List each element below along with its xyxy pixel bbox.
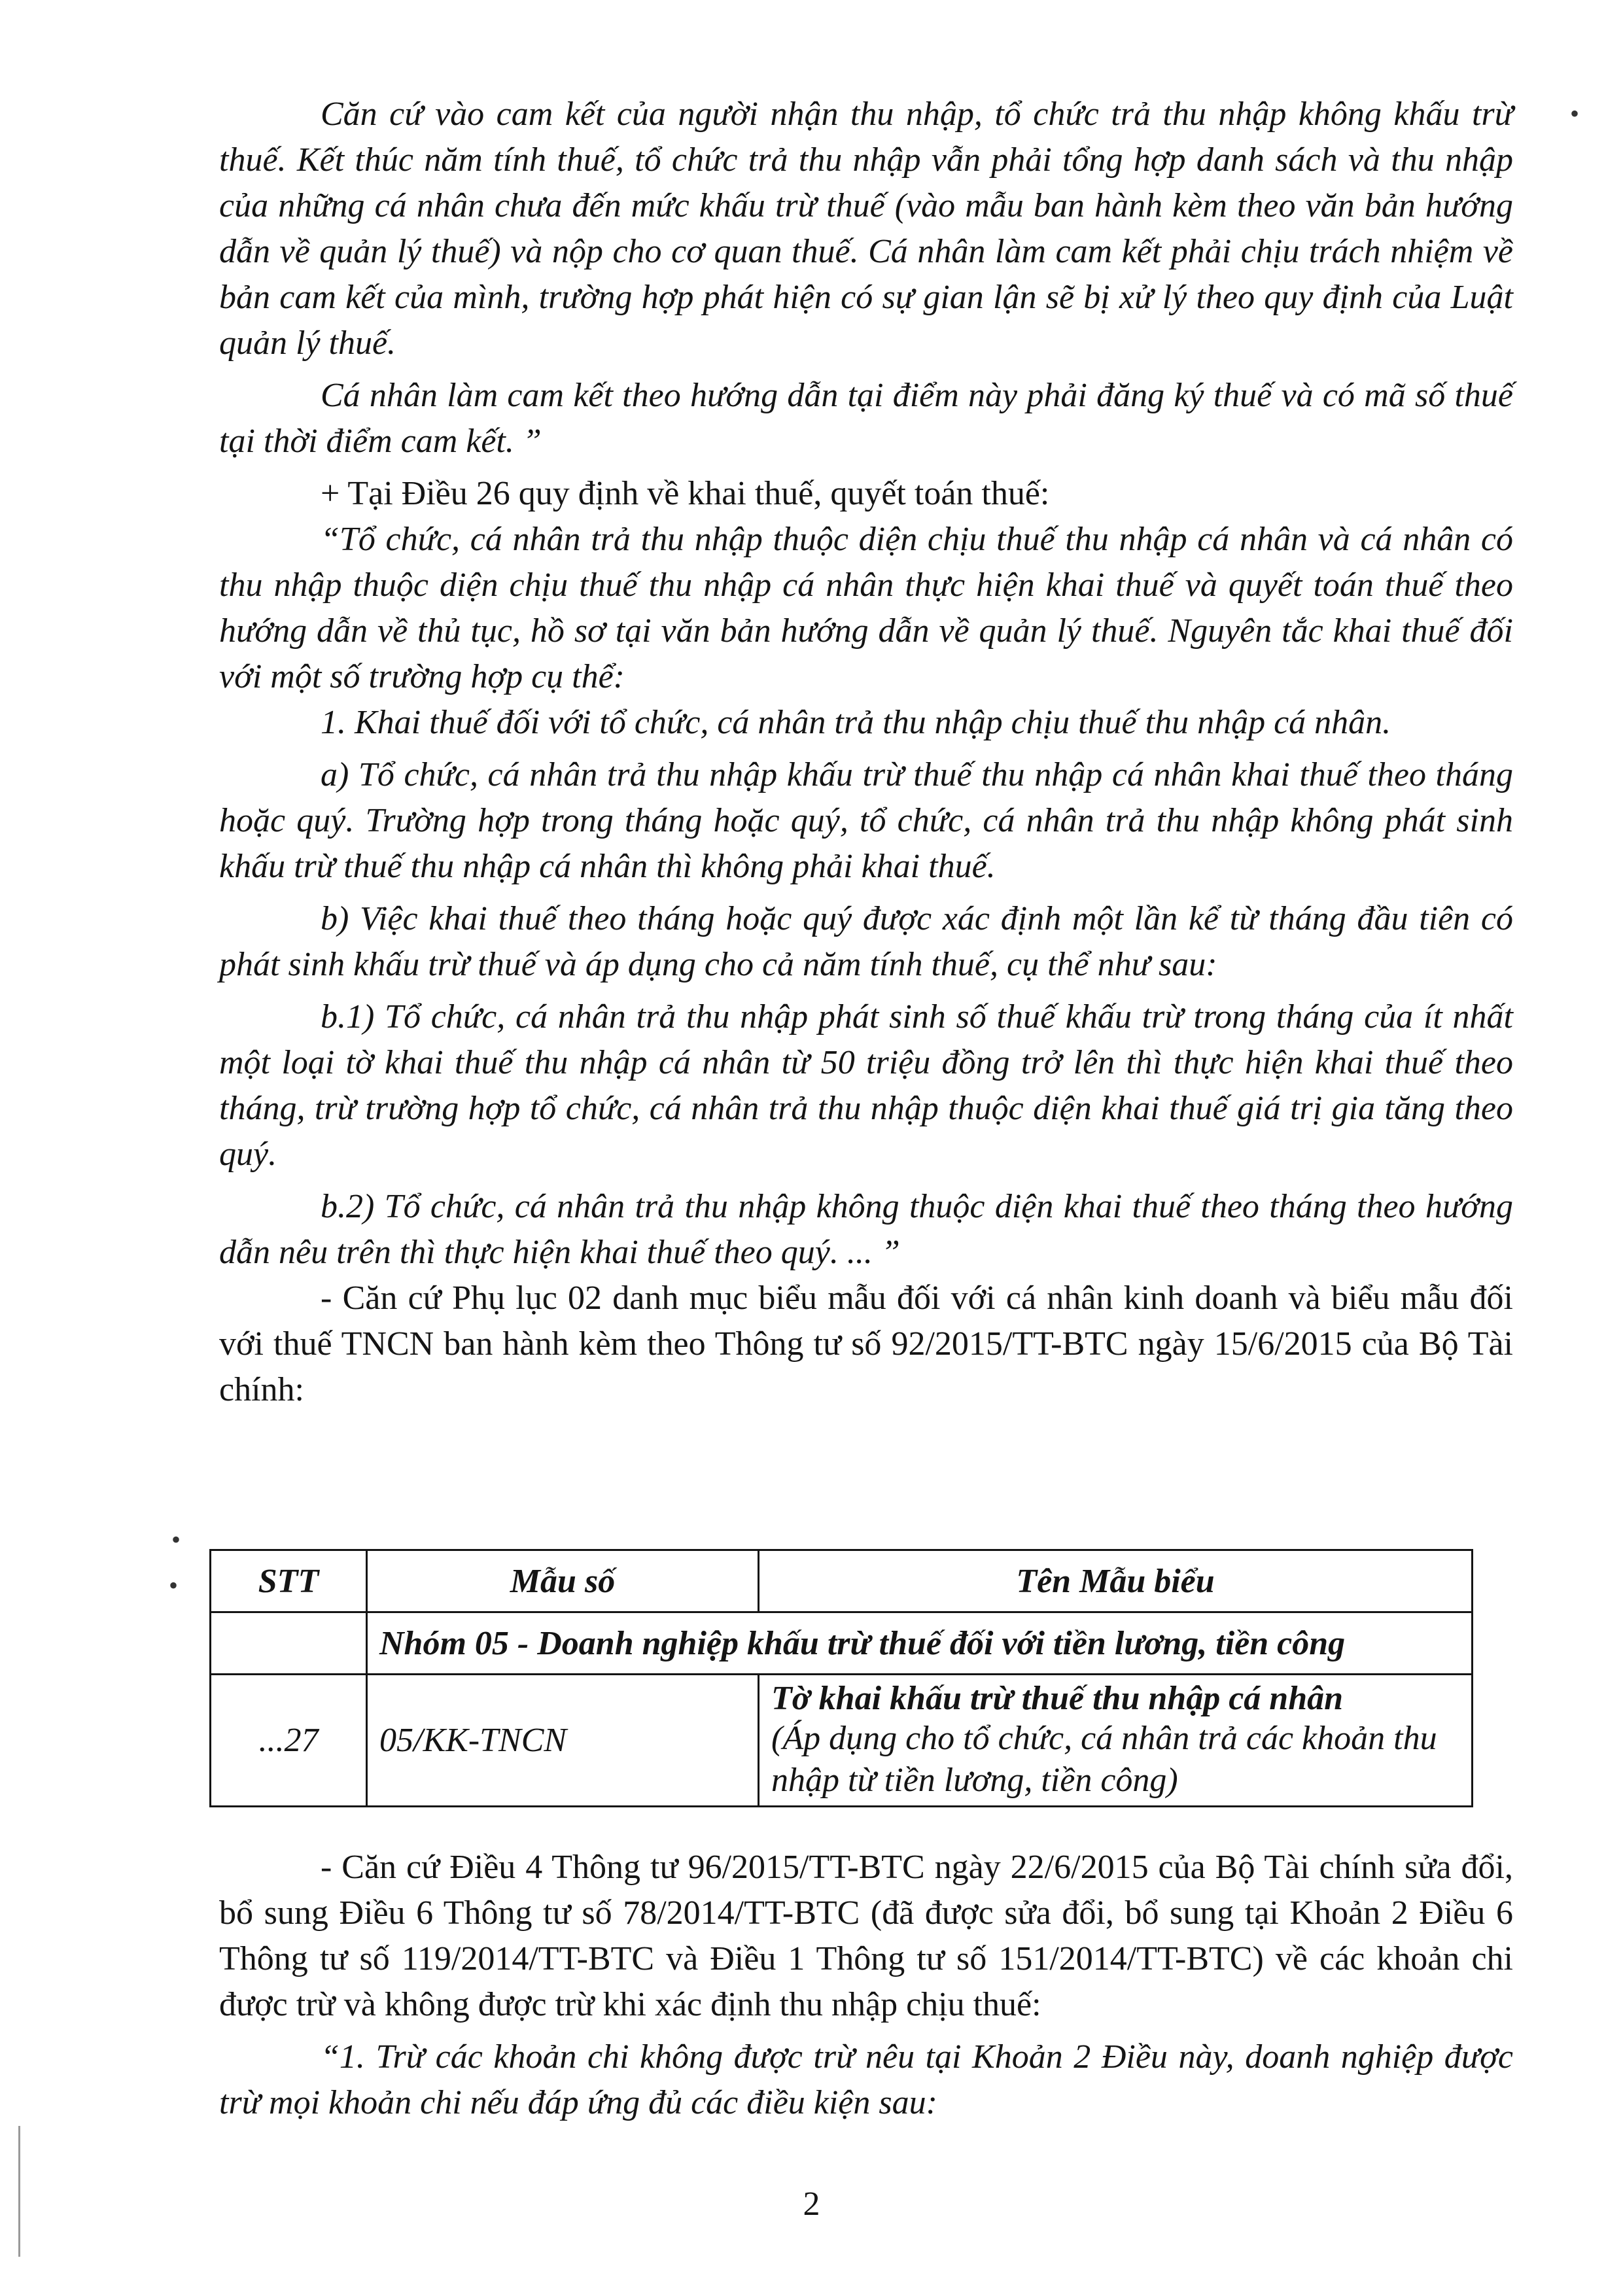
paragraph-item-b1: b.1) Tổ chức, cá nhân trả thu nhập phát sinh số thuế khấu trừ trong tháng của ít nhất một loại tờ khai thuế thu nhập cá nhân từ 50 triệu đồng trở lên thì thực hiện khai thuế theo tháng, trừ trường hợp tổ chức, cá nhân trả thu nhập thuộc diện khai thuế giá trị gia tăng theo quý. (219, 998, 1513, 1173)
margin-mark: • (169, 1571, 179, 1600)
header-ten-mau-bieu: Tên Mẫu biểu (759, 1550, 1473, 1612)
table-group-row (211, 1612, 1473, 1675)
row-mau-so: 05/KK-TNCN (367, 1675, 759, 1807)
row-form-title: Tờ khai khấu trừ thuế thu nhập cá nhân (771, 1680, 1344, 1717)
body-text-top (219, 92, 1513, 1413)
paragraph-item-b: b) Việc khai thuế theo tháng hoặc quý được xác định một lần kể từ tháng đầu tiên có phát sinh khấu trừ thuế và áp dụng cho cả năm tính thuế, cụ thể như sau: (219, 900, 1513, 983)
paragraph-commitment-registration: Cá nhân làm cam kết theo hướng dẫn tại điểm này phải đăng ký thuế và có mã số thuế tại thời điểm cam kết. ” (219, 377, 1513, 460)
paragraph-circular-96: - Căn cứ Điều 4 Thông tư 96/2015/TT-BTC ngày 22/6/2015 của Bộ Tài chính sửa đổi, bổ sung Điều 6 Thông tư số 78/2014/TT-BTC (đã được sửa đổi, bổ sung tại Khoản 2 Điều 6 Thông tư số 119/2014/TT-BTC và Điều 1 Thông tư số 151/2014/TT-BTC) về các khoản chi được trừ và không được trừ khi xác định thu nhập chịu thuế: (219, 1849, 1513, 2023)
paragraph-article-26-quote: “Tổ chức, cá nhân trả thu nhập thuộc diện chịu thuế thu nhập cá nhân và cá nhân có thu nhập thuộc diện chịu thuế thu nhập cá nhân thực hiện khai thuế và quyết toán thuế theo hướng dẫn về thủ tục, hồ sơ tại văn bản hướng dẫn về quản lý thuế. Nguyên tắc khai thuế đối với một số trường hợp cụ thể: (219, 521, 1513, 695)
table-header-row (211, 1550, 1473, 1612)
paragraph-item-a: a) Tổ chức, cá nhân trả thu nhập khấu trừ thuế thu nhập cá nhân khai thuế theo tháng hoặc quý. Trường hợp trong tháng hoặc quý, tổ chức, cá nhân trả thu nhập không phát sinh khấu trừ thuế thu nhập cá nhân thì không phải khai thuế. (219, 756, 1513, 885)
row-stt: ...27 (211, 1675, 367, 1807)
header-stt: STT (211, 1550, 367, 1612)
group-stt-cell (211, 1612, 367, 1675)
group-label: Nhóm 05 - Doanh nghiệp khấu trừ thuế đối với tiền lương, tiền công (367, 1612, 1473, 1675)
forms-table-wrapper (209, 1549, 1473, 1807)
row-ten-mau-bieu (759, 1675, 1473, 1807)
paragraph-commitment: Căn cứ vào cam kết của người nhận thu nhập, tổ chức trả thu nhập không khấu trừ thuế. Kết thúc năm tính thuế, tổ chức trả thu nhập vẫn phải tổng hợp danh sách và thu nhập của những cá nhân chưa đến mức khấu trừ thuế (vào mẫu ban hành kèm theo văn bản hướng dẫn về quản lý thuế) và nộp cho cơ quan thuế. Cá nhân làm cam kết phải chịu trách nhiệm về bản cam kết của mình, trường hợp phát hiện có sự gian lận sẽ bị xử lý theo quy định của Luật quản lý thuế. (219, 96, 1513, 362)
table-row (211, 1675, 1473, 1807)
page-number: 2 (803, 2185, 820, 2223)
margin-mark: • (171, 1525, 181, 1554)
body-text-bottom (219, 1845, 1513, 2126)
paragraph-article-26-intro: + Tại Điều 26 quy định về khai thuế, quyết toán thuế: (321, 475, 1050, 512)
margin-mark: • (1570, 99, 1580, 128)
row-form-description: (Áp dụng cho tổ chức, cá nhân trả các khoản thu nhập từ tiền lương, tiền công) (771, 1720, 1437, 1799)
paragraph-deductible-expenses: “1. Trừ các khoản chi không được trừ nêu tại Khoản 2 Điều này, doanh nghiệp được trừ mọi khoản chi nếu đáp ứng đủ các điều kiện sau: (219, 2038, 1513, 2121)
header-mau-so: Mẫu số (367, 1550, 759, 1612)
paragraph-appendix-02: - Căn cứ Phụ lục 02 danh mục biểu mẫu đối với cá nhân kinh doanh và biểu mẫu đối với thuế TNCN ban hành kèm theo Thông tư số 92/2015/TT-BTC ngày 15/6/2015 của Bộ Tài chính: (219, 1279, 1513, 1408)
paragraph-item-1: 1. Khai thuế đối với tổ chức, cá nhân trả thu nhập chịu thuế thu nhập cá nhân. (321, 704, 1391, 741)
forms-table (209, 1549, 1473, 1807)
paragraph-item-b2: b.2) Tổ chức, cá nhân trả thu nhập không thuộc diện khai thuế theo tháng theo hướng dẫn nêu trên thì thực hiện khai thuế theo quý. ... ” (219, 1188, 1513, 1271)
